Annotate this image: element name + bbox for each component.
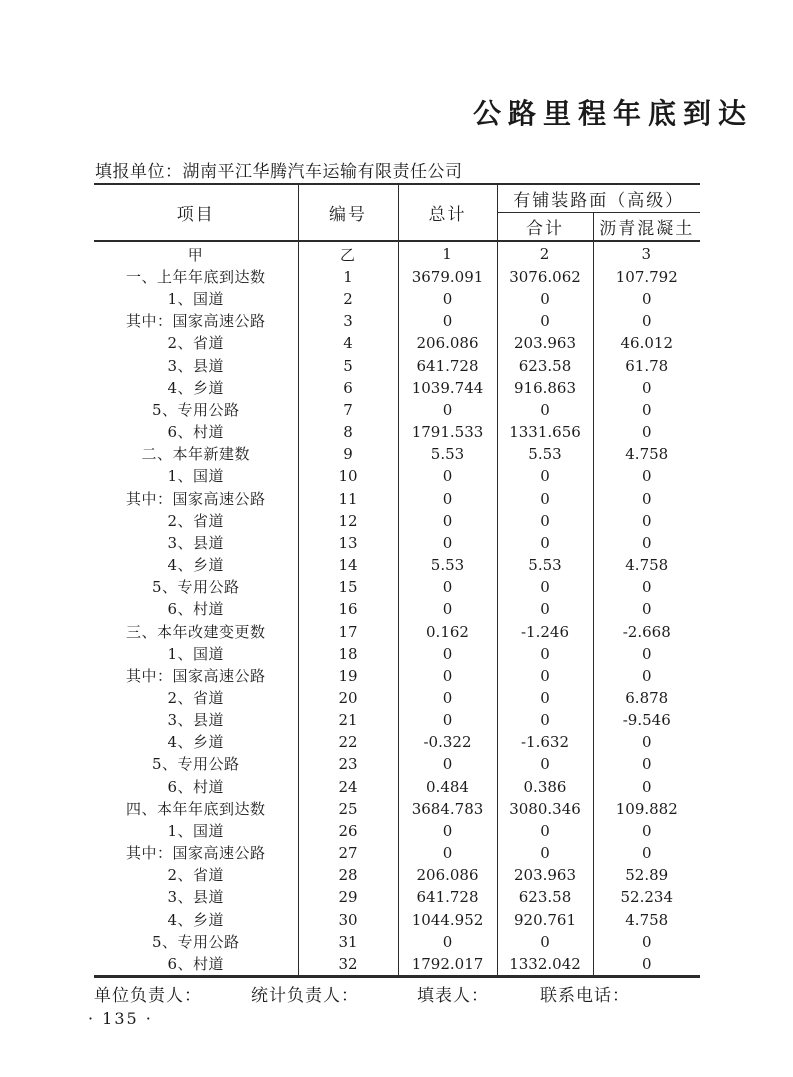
col-header-code: 编号 [298, 184, 398, 241]
cell-asphalt: 0 [593, 665, 700, 687]
cell-total: 0 [398, 532, 497, 554]
cell-asphalt: 0 [593, 510, 700, 532]
row-code: 27 [298, 842, 398, 864]
row-code: 10 [298, 465, 398, 487]
table-row [94, 443, 700, 465]
table-row [94, 576, 700, 598]
cell-asphalt: 6.878 [593, 687, 700, 709]
cell-paved-total: 0 [497, 820, 593, 842]
cell-paved-total: 0 [497, 598, 593, 620]
cell-total: 0 [398, 288, 497, 310]
cell-total: 3679.091 [398, 266, 497, 288]
cell-paved-total: 3080.346 [497, 798, 593, 820]
row-code: 1 [298, 266, 398, 288]
cell-paved-total: 0 [497, 753, 593, 775]
cell-asphalt: 0 [593, 731, 700, 753]
row-label: 1、国道 [167, 467, 225, 486]
code-cell: 甲 [94, 241, 298, 266]
row-code: 5 [298, 355, 398, 377]
header-row-1 [94, 184, 700, 212]
code-cell: 乙 [298, 241, 398, 266]
cell-total: 0 [398, 576, 497, 598]
table-row [94, 687, 700, 709]
cell-asphalt: -2.668 [593, 621, 700, 643]
cell-total: 0 [398, 399, 497, 421]
cell-paved-total: 0 [497, 288, 593, 310]
cell-asphalt: 0 [593, 532, 700, 554]
cell-total: 0 [398, 665, 497, 687]
row-code: 9 [298, 443, 398, 465]
cell-total: 1792.017 [398, 953, 497, 977]
cell-paved-total: 3076.062 [497, 266, 593, 288]
row-code: 4 [298, 332, 398, 354]
table-header [94, 184, 700, 241]
table-row [94, 554, 700, 576]
cell-asphalt: 0 [593, 399, 700, 421]
row-label: 1、国道 [167, 821, 225, 840]
row-code: 31 [298, 931, 398, 953]
row-code: 11 [298, 488, 398, 510]
cell-asphalt: -9.546 [593, 709, 700, 731]
cell-asphalt: 0 [593, 643, 700, 665]
row-code: 24 [298, 776, 398, 798]
row-code: 12 [298, 510, 398, 532]
row-label: 三、本年改建变更数 [125, 622, 266, 641]
table-row [94, 953, 700, 977]
row-code: 6 [298, 377, 398, 399]
cell-paved-total: 0 [497, 576, 593, 598]
table-row [94, 864, 700, 886]
cell-total: 0 [398, 820, 497, 842]
table-row [94, 332, 700, 354]
row-code: 17 [298, 621, 398, 643]
row-code: 13 [298, 532, 398, 554]
cell-asphalt: 0 [593, 288, 700, 310]
cell-paved-total: 0 [497, 842, 593, 864]
table-row [94, 532, 700, 554]
row-code: 26 [298, 820, 398, 842]
table-row [94, 709, 700, 731]
row-label: 4、乡道 [167, 378, 225, 397]
cell-total: 206.086 [398, 864, 497, 886]
row-code: 7 [298, 399, 398, 421]
cell-paved-total: 1331.656 [497, 421, 593, 443]
cell-asphalt: 107.792 [593, 266, 700, 288]
cell-asphalt: 0 [593, 598, 700, 620]
table-row [94, 621, 700, 643]
cell-paved-total: 5.53 [497, 443, 593, 465]
cell-paved-total: 1332.042 [497, 953, 593, 977]
row-label: 其中：国家高速公路 [125, 489, 266, 508]
row-code: 28 [298, 864, 398, 886]
table-row [94, 421, 700, 443]
cell-total: 206.086 [398, 332, 497, 354]
cell-asphalt: 4.758 [593, 909, 700, 931]
form-filler-label: 填表人： [417, 986, 489, 1006]
reporting-unit-label: 填报单位： [95, 162, 183, 182]
row-code: 20 [298, 687, 398, 709]
cell-paved-total: 203.963 [497, 332, 593, 354]
cell-asphalt: 4.758 [593, 554, 700, 576]
row-label: 其中：国家高速公路 [125, 666, 266, 685]
table-row [94, 753, 700, 775]
row-label: 其中：国家高速公路 [125, 844, 266, 863]
cell-paved-total: 0 [497, 510, 593, 532]
cell-paved-total: -1.246 [497, 621, 593, 643]
table-row [94, 731, 700, 753]
cell-paved-total: 0 [497, 310, 593, 332]
row-code: 3 [298, 310, 398, 332]
cell-asphalt: 0 [593, 842, 700, 864]
cell-total: 0.484 [398, 776, 497, 798]
row-label: 5、专用公路 [151, 755, 240, 774]
table-row [94, 266, 700, 288]
page-title: 公路里程年底到达 [472, 97, 753, 130]
col-header-paved-total: 合计 [497, 212, 593, 241]
table-row [94, 643, 700, 665]
cell-asphalt: 0 [593, 753, 700, 775]
mileage-table [94, 183, 700, 978]
row-label: 3、县道 [167, 711, 225, 730]
cell-asphalt: 0 [593, 488, 700, 510]
row-code: 32 [298, 953, 398, 977]
row-label: 3、县道 [167, 533, 225, 552]
row-label: 2、省道 [167, 688, 225, 707]
table-body [94, 266, 700, 977]
row-code: 22 [298, 731, 398, 753]
row-code: 21 [298, 709, 398, 731]
cell-paved-total: 623.58 [497, 355, 593, 377]
cell-asphalt: 52.234 [593, 886, 700, 908]
table-row [94, 665, 700, 687]
cell-paved-total: 203.963 [497, 864, 593, 886]
table-row [94, 465, 700, 487]
cell-paved-total: 0 [497, 465, 593, 487]
cell-asphalt: 4.758 [593, 443, 700, 465]
cell-total: 1044.952 [398, 909, 497, 931]
table-row [94, 776, 700, 798]
cell-asphalt: 61.78 [593, 355, 700, 377]
code-cell: 3 [593, 241, 700, 266]
row-label: 2、省道 [167, 866, 225, 885]
col-header-project: 项目 [176, 205, 215, 225]
unit-responsible-label: 单位负责人： [94, 986, 202, 1006]
cell-asphalt: 109.882 [593, 798, 700, 820]
row-code: 19 [298, 665, 398, 687]
table-row [94, 510, 700, 532]
code-cell: 2 [497, 241, 593, 266]
table-row [94, 598, 700, 620]
row-code: 29 [298, 886, 398, 908]
cell-total: 0 [398, 687, 497, 709]
row-label: 1、国道 [167, 644, 225, 663]
signature-footer [0, 981, 793, 1005]
cell-paved-total: 623.58 [497, 886, 593, 908]
table-row [94, 310, 700, 332]
cell-paved-total: 0 [497, 931, 593, 953]
stats-responsible-label: 统计负责人： [251, 986, 359, 1006]
cell-total: 3684.783 [398, 798, 497, 820]
cell-paved-total: 0 [497, 665, 593, 687]
row-label: 3、县道 [167, 356, 225, 375]
row-label: 2、省道 [167, 334, 225, 353]
cell-total: 0 [398, 931, 497, 953]
cell-asphalt: 0 [593, 576, 700, 598]
row-code: 16 [298, 598, 398, 620]
cell-total: 1791.533 [398, 421, 497, 443]
cell-asphalt: 0 [593, 421, 700, 443]
row-code: 14 [298, 554, 398, 576]
cell-total: 0.162 [398, 621, 497, 643]
cell-total: -0.322 [398, 731, 497, 753]
row-label: 5、专用公路 [151, 932, 240, 951]
cell-paved-total: 5.53 [497, 554, 593, 576]
row-label: 6、村道 [167, 423, 225, 442]
cell-total: 641.728 [398, 886, 497, 908]
cell-asphalt: 0 [593, 953, 700, 977]
cell-asphalt: 0 [593, 310, 700, 332]
cell-total: 0 [398, 465, 497, 487]
cell-total: 0 [398, 488, 497, 510]
table-row [94, 798, 700, 820]
cell-asphalt: 0 [593, 931, 700, 953]
table-row [94, 909, 700, 931]
cell-asphalt: 0 [593, 776, 700, 798]
row-label: 6、村道 [167, 600, 225, 619]
table-row [94, 377, 700, 399]
reporting-unit [95, 157, 463, 182]
row-label: 3、县道 [167, 888, 225, 907]
cell-asphalt: 0 [593, 820, 700, 842]
row-label: 其中：国家高速公路 [125, 312, 266, 331]
cell-total: 0 [398, 598, 497, 620]
row-label: 四、本年年底到达数 [125, 799, 266, 818]
row-code: 23 [298, 753, 398, 775]
row-label: 4、乡道 [167, 556, 225, 575]
reporting-unit-value: 湖南平江华腾汽车运输有限责任公司 [182, 162, 463, 182]
row-label: 5、专用公路 [151, 400, 240, 419]
table-row [94, 931, 700, 953]
cell-paved-total: -1.632 [497, 731, 593, 753]
table-row [94, 355, 700, 377]
row-label: 4、乡道 [167, 910, 225, 929]
col-header-asphalt: 沥青混凝土 [593, 212, 700, 241]
cell-total: 641.728 [398, 355, 497, 377]
cell-paved-total: 0 [497, 687, 593, 709]
table-row [94, 488, 700, 510]
cell-total: 5.53 [398, 443, 497, 465]
cell-total: 0 [398, 709, 497, 731]
cell-total: 0 [398, 753, 497, 775]
row-label: 2、省道 [167, 511, 225, 530]
cell-total: 0 [398, 643, 497, 665]
row-label: 5、专用公路 [151, 578, 240, 597]
code-cell: 1 [398, 241, 497, 266]
cell-paved-total: 0 [497, 643, 593, 665]
cell-asphalt: 46.012 [593, 332, 700, 354]
column-code-row [94, 241, 700, 266]
row-label: 6、村道 [167, 777, 225, 796]
table-row [94, 886, 700, 908]
cell-paved-total: 0 [497, 488, 593, 510]
cell-paved-total: 0 [497, 399, 593, 421]
table-row [94, 820, 700, 842]
cell-paved-total: 916.863 [497, 377, 593, 399]
cell-total: 1039.744 [398, 377, 497, 399]
table-row [94, 842, 700, 864]
row-label: 6、村道 [167, 954, 225, 973]
contact-phone-label: 联系电话： [540, 986, 630, 1006]
row-code: 2 [298, 288, 398, 310]
row-code: 18 [298, 643, 398, 665]
row-label: 二、本年新建数 [141, 445, 250, 464]
cell-asphalt: 0 [593, 377, 700, 399]
cell-paved-total: 0.386 [497, 776, 593, 798]
cell-total: 5.53 [398, 554, 497, 576]
page-number: · 135 · [88, 1009, 153, 1028]
row-code: 30 [298, 909, 398, 931]
cell-paved-total: 0 [497, 709, 593, 731]
row-code: 15 [298, 576, 398, 598]
cell-total: 0 [398, 842, 497, 864]
row-label: 1、国道 [167, 290, 225, 309]
row-label: 一、上年年底到达数 [125, 268, 266, 286]
cell-paved-total: 0 [497, 532, 593, 554]
row-label: 4、乡道 [167, 733, 225, 752]
row-code: 25 [298, 798, 398, 820]
cell-total: 0 [398, 510, 497, 532]
col-header-total: 总计 [398, 184, 497, 241]
table-row [94, 399, 700, 421]
cell-paved-total: 920.761 [497, 909, 593, 931]
cell-asphalt: 52.89 [593, 864, 700, 886]
table-row [94, 288, 700, 310]
row-code: 8 [298, 421, 398, 443]
col-header-paved-group: 有铺装路面（高级） [497, 184, 700, 212]
cell-asphalt: 0 [593, 465, 700, 487]
cell-total: 0 [398, 310, 497, 332]
